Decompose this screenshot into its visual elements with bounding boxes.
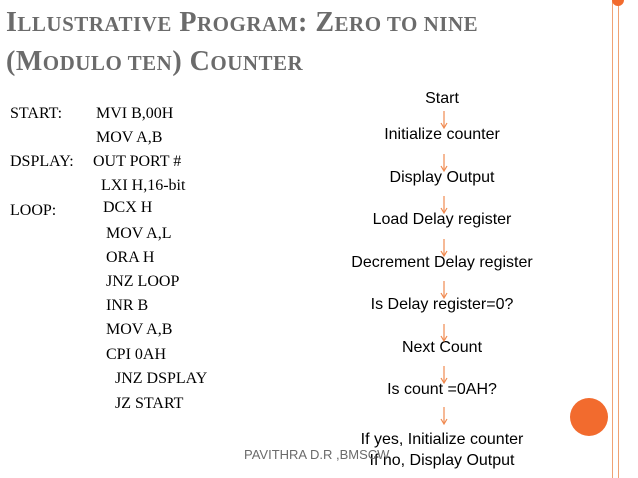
code-line-8: JNZ LOOP bbox=[106, 273, 180, 290]
code-line-13: JZ START bbox=[115, 395, 184, 412]
flow-step-if-yes: If yes, Initialize counter bbox=[360, 431, 524, 448]
flow-step-delay-check: Is Delay register=0? bbox=[370, 296, 514, 313]
down-arrow-icon bbox=[440, 324, 448, 342]
down-arrow-icon bbox=[440, 154, 448, 172]
code-line-7: ORA H bbox=[106, 249, 155, 266]
code-line-6: MOV A,L bbox=[106, 225, 172, 242]
code-line-12: JNZ DSPLAY bbox=[115, 370, 208, 387]
title-line-1: ILLUSTRATIVE PROGRAM: ZERO TO NINE bbox=[6, 7, 479, 38]
decor-circle-large bbox=[570, 398, 608, 436]
code-line-3: OUT PORT # bbox=[93, 153, 182, 170]
flow-step-init: Initialize counter bbox=[384, 126, 500, 143]
decor-rule-1 bbox=[612, 0, 613, 478]
decor-circle-small bbox=[612, 0, 624, 6]
flow-step-next-count: Next Count bbox=[401, 339, 483, 356]
code-label-start: START: bbox=[10, 105, 63, 122]
code-label-loop: LOOP: bbox=[10, 202, 57, 219]
decor-rule-2 bbox=[618, 0, 619, 478]
code-line-11: CPI 0AH bbox=[106, 346, 167, 363]
code-line-1: MVI B,00H bbox=[96, 105, 174, 122]
code-line-9: INR B bbox=[106, 297, 149, 314]
code-line-2: MOV A,B bbox=[96, 129, 163, 146]
down-arrow-icon bbox=[440, 111, 448, 129]
flow-step-start: Start bbox=[425, 90, 459, 107]
footer-author: PAVITHRA D.R ,BMSCW bbox=[244, 447, 390, 462]
down-arrow-icon bbox=[440, 239, 448, 257]
code-line-5: DCX H bbox=[103, 199, 153, 216]
code-line-4: LXI H,16-bit bbox=[101, 177, 186, 194]
down-arrow-icon bbox=[440, 407, 448, 425]
slide-title bbox=[6, 4, 606, 82]
down-arrow-icon bbox=[440, 366, 448, 384]
flow-step-decrement: Decrement Delay register bbox=[351, 254, 533, 271]
flow-step-count-check: Is count =0AH? bbox=[387, 381, 497, 398]
code-label-dsplay: DSPLAY: bbox=[10, 153, 74, 170]
flow-step-load-delay: Load Delay register bbox=[372, 211, 512, 228]
code-line-10: MOV A,B bbox=[106, 321, 173, 338]
flow-step-display: Display Output bbox=[389, 169, 495, 186]
down-arrow-icon bbox=[440, 281, 448, 299]
title-line-2: (MODULO TEN) COUNTER bbox=[6, 46, 304, 77]
flow-step-if-no: If no, Display Output bbox=[369, 452, 515, 469]
down-arrow-icon bbox=[440, 196, 448, 214]
